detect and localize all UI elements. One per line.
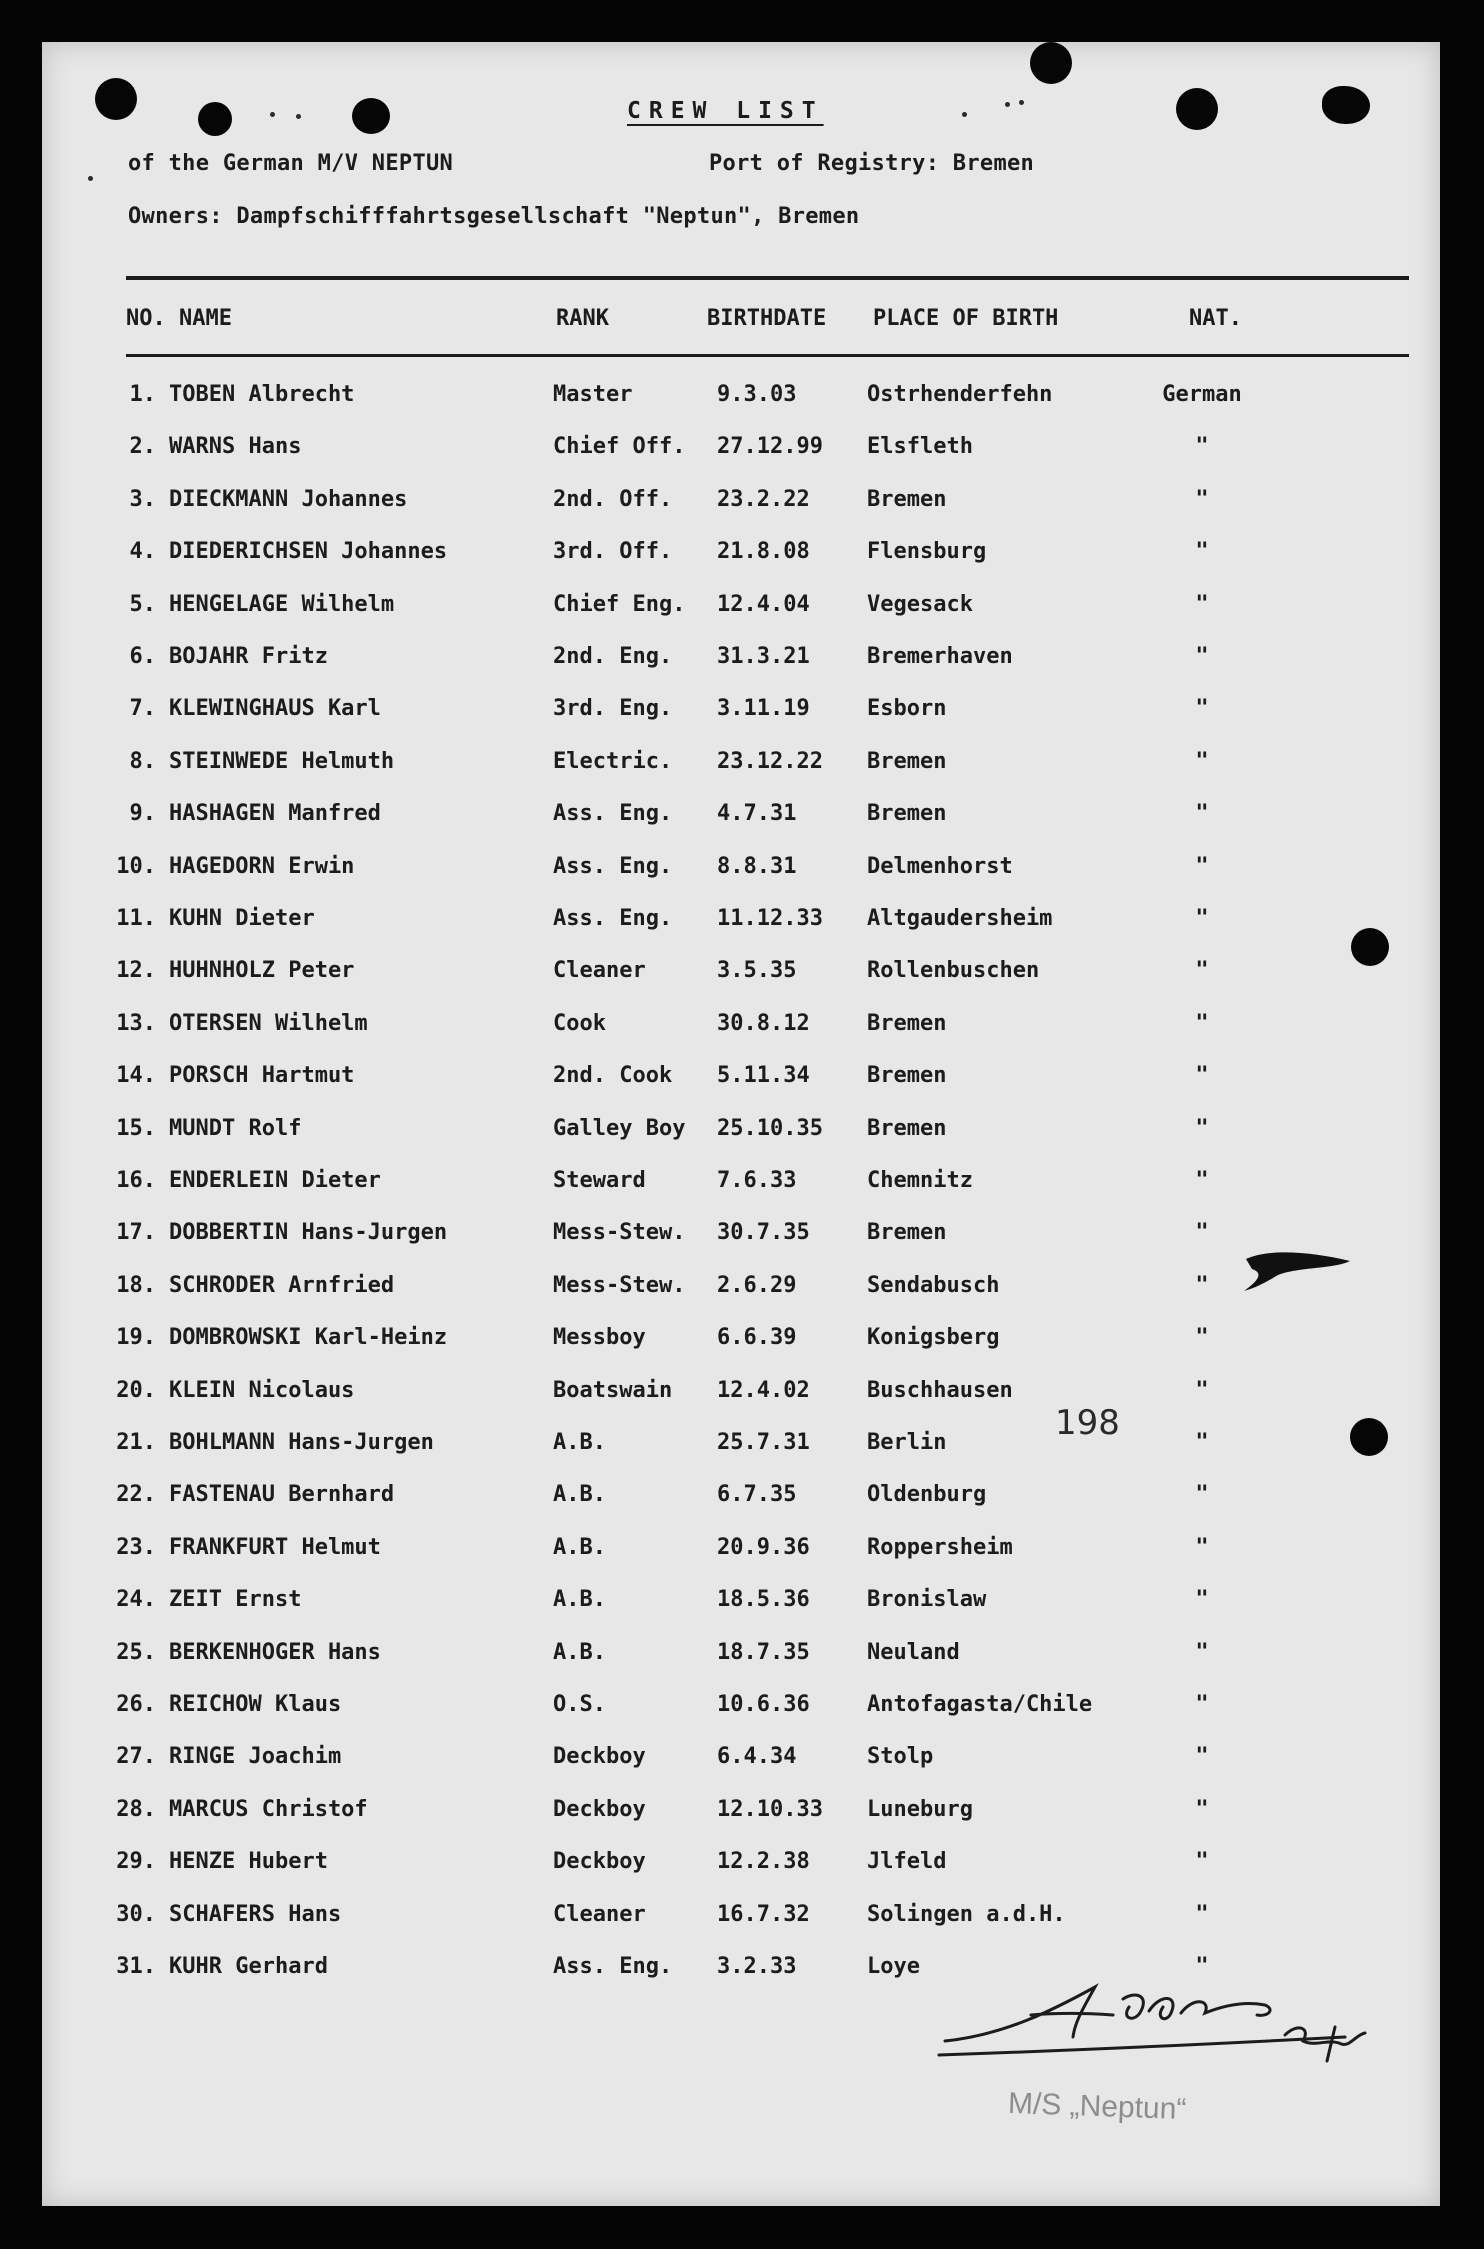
table-row: [0, 1482, 1484, 1518]
crew-rank: Messboy: [553, 1325, 646, 1351]
row-number: 24.: [116, 1587, 156, 1613]
crew-place-of-birth: Neuland: [867, 1639, 960, 1665]
crew-place-of-birth: Jlfeld: [867, 1849, 947, 1875]
row-number: 27.: [116, 1744, 156, 1770]
speck: [270, 112, 275, 117]
row-number: 30.: [116, 1901, 156, 1927]
crew-birthdate: 3.2.33: [717, 1954, 797, 1979]
crew-name: BOHLMANN Hans-Jurgen: [169, 1430, 434, 1455]
header-rule: [126, 276, 1409, 280]
crew-birthdate: 12.10.33: [717, 1796, 823, 1822]
crew-place-of-birth: Stolp: [867, 1744, 934, 1770]
crew-rank: Deckboy: [553, 1849, 646, 1875]
row-number: 25.: [116, 1639, 156, 1665]
crew-nationality: ": [1195, 1796, 1209, 1822]
crew-birthdate: 7.6.33: [717, 1168, 797, 1193]
table-row: [0, 382, 1484, 418]
crew-birthdate: 2.6.29: [717, 1272, 797, 1298]
crew-rank: Ass. Eng.: [553, 801, 673, 827]
crew-birthdate: 12.4.04: [717, 591, 810, 617]
row-number: 22.: [116, 1482, 156, 1508]
table-row: [0, 1744, 1484, 1780]
row-number: 2.: [129, 434, 156, 460]
crew-birthdate: 23.12.22: [717, 748, 823, 774]
table-row: [0, 1168, 1484, 1204]
row-number: 19.: [116, 1325, 156, 1351]
crew-rank: 2nd. Cook: [553, 1063, 673, 1089]
speck: [88, 176, 93, 181]
crew-name: KUHN Dieter: [169, 906, 315, 931]
crew-birthdate: 16.7.32: [717, 1901, 810, 1927]
crew-place-of-birth: Vegesack: [867, 591, 973, 617]
crew-name: KUHR Gerhard: [169, 1954, 328, 1979]
table-row: [0, 592, 1484, 628]
row-number: 1.: [129, 382, 156, 407]
table-row: [0, 801, 1484, 837]
crew-name: KLEWINGHAUS Karl: [169, 696, 381, 722]
punch-hole: [1176, 88, 1218, 130]
crew-birthdate: 12.2.38: [717, 1849, 810, 1875]
crew-place-of-birth: Elsfleth: [867, 434, 973, 460]
crew-name: HASHAGEN Manfred: [169, 801, 381, 827]
crew-place-of-birth: Loye: [867, 1954, 920, 1979]
crew-nationality: ": [1195, 906, 1209, 931]
crew-rank: O.S.: [553, 1692, 606, 1717]
crew-nationality: ": [1195, 1587, 1209, 1613]
crew-name: KLEIN Nicolaus: [169, 1377, 355, 1403]
crew-rank: A.B.: [553, 1534, 606, 1560]
column-header-no-name: NO. NAME: [126, 306, 232, 331]
crew-name: FRANKFURT Helmut: [169, 1534, 381, 1560]
crew-place-of-birth: Oldenburg: [867, 1482, 987, 1508]
ink-smudge: [1238, 1245, 1358, 1295]
crew-place-of-birth: Konigsberg: [867, 1325, 1000, 1351]
crew-place-of-birth: Bremen: [867, 486, 947, 512]
row-number: 10.: [116, 853, 156, 879]
crew-rank: Cleaner: [553, 1901, 646, 1927]
crew-place-of-birth: Bremen: [867, 1010, 947, 1036]
crew-name: STEINWEDE Helmuth: [169, 748, 395, 774]
row-number: 5.: [129, 591, 156, 617]
row-number: 16.: [116, 1168, 156, 1193]
row-number: 17.: [116, 1220, 156, 1246]
row-number: 18.: [116, 1272, 156, 1298]
row-number: 11.: [116, 906, 156, 931]
crew-rank: 2nd. Eng.: [553, 644, 673, 669]
crew-nationality: ": [1195, 539, 1209, 565]
table-row: [0, 487, 1484, 523]
table-row: [0, 1063, 1484, 1099]
crew-name: DOBBERTIN Hans-Jurgen: [169, 1220, 448, 1246]
captain-signature: [935, 1965, 1395, 2095]
table-row: [0, 1797, 1484, 1833]
row-number: 26.: [116, 1692, 156, 1717]
crew-nationality: ": [1195, 591, 1209, 617]
crew-name: DOMBROWSKI Karl-Heinz: [169, 1325, 448, 1351]
crew-nationality: ": [1195, 1168, 1209, 1193]
table-row: [0, 1902, 1484, 1938]
port-of-registry: Port of Registry: Bremen: [709, 151, 1035, 176]
crew-rank: Ass. Eng.: [553, 853, 673, 879]
crew-place-of-birth: Bremen: [867, 748, 947, 774]
crew-name: PORSCH Hartmut: [169, 1063, 355, 1089]
crew-birthdate: 30.8.12: [717, 1010, 810, 1036]
crew-rank: Ass. Eng.: [553, 906, 673, 931]
crew-nationality: ": [1195, 1220, 1209, 1246]
crew-birthdate: 25.7.31: [717, 1430, 810, 1455]
punch-hole: [1030, 42, 1072, 84]
row-number: 29.: [116, 1849, 156, 1875]
crew-nationality: ": [1195, 434, 1209, 460]
row-number: 4.: [129, 539, 156, 565]
crew-nationality: ": [1195, 1063, 1209, 1089]
crew-name: OTERSEN Wilhelm: [169, 1010, 368, 1036]
column-header-birthdate: BIRTHDATE: [707, 306, 827, 331]
crew-place-of-birth: Luneburg: [867, 1796, 973, 1822]
crew-name: ZEIT Ernst: [169, 1587, 302, 1613]
table-row: [0, 1535, 1484, 1571]
row-number: 15.: [116, 1115, 156, 1141]
crew-nationality: ": [1195, 1692, 1209, 1717]
crew-nationality: ": [1195, 1115, 1209, 1141]
vessel-line: of the German M/V NEPTUN: [128, 151, 454, 176]
crew-birthdate: 3.5.35: [717, 958, 797, 984]
crew-place-of-birth: Bremen: [867, 1063, 947, 1089]
crew-birthdate: 6.6.39: [717, 1325, 797, 1351]
crew-nationality: ": [1195, 644, 1209, 669]
speck: [296, 114, 301, 119]
crew-name: HUHNHOLZ Peter: [169, 958, 355, 984]
crew-rank: Master: [553, 382, 633, 407]
table-row: [0, 1849, 1484, 1885]
crew-place-of-birth: Ostrhenderfehn: [867, 382, 1053, 407]
owners-line: Owners: Dampfschifffahrtsgesellschaft "Neptun", Bremen: [128, 204, 860, 229]
row-number: 3.: [129, 486, 156, 512]
table-row: [0, 1116, 1484, 1152]
crew-place-of-birth: Buschhausen: [867, 1377, 1013, 1403]
crew-nationality: ": [1195, 696, 1209, 722]
crew-rank: Steward: [553, 1168, 646, 1193]
row-number: 12.: [116, 958, 156, 984]
crew-nationality: ": [1195, 1430, 1209, 1455]
crew-name: WARNS Hans: [169, 434, 302, 460]
crew-place-of-birth: Berlin: [867, 1430, 947, 1455]
crew-birthdate: 21.8.08: [717, 539, 810, 565]
crew-place-of-birth: Delmenhorst: [867, 853, 1013, 879]
table-row: [0, 434, 1484, 470]
crew-name: RINGE Joachim: [169, 1744, 342, 1770]
crew-nationality: ": [1195, 958, 1209, 984]
crew-birthdate: 3.11.19: [717, 696, 810, 722]
crew-rank: Chief Eng.: [553, 591, 686, 617]
crew-rank: Mess-Stew.: [553, 1272, 686, 1298]
speck: [962, 112, 967, 117]
crew-nationality: ": [1195, 1534, 1209, 1560]
table-row: [0, 1325, 1484, 1361]
crew-name: HENZE Hubert: [169, 1849, 328, 1875]
crew-rank: Galley Boy: [553, 1115, 686, 1141]
crew-nationality: ": [1195, 1377, 1209, 1403]
crew-birthdate: 10.6.36: [717, 1692, 810, 1717]
crew-place-of-birth: Bremen: [867, 1115, 947, 1141]
crew-name: ENDERLEIN Dieter: [169, 1168, 381, 1193]
crew-rank: Cook: [553, 1010, 606, 1036]
crew-place-of-birth: Solingen a.d.H.: [867, 1901, 1066, 1927]
crew-name: SCHRODER Arnfried: [169, 1272, 395, 1298]
crew-birthdate: 27.12.99: [717, 434, 823, 460]
crew-birthdate: 20.9.36: [717, 1534, 810, 1560]
table-row: [0, 539, 1484, 575]
crew-place-of-birth: Bremen: [867, 801, 947, 827]
crew-birthdate: 6.4.34: [717, 1744, 797, 1770]
crew-nationality: ": [1195, 1010, 1209, 1036]
document-title: CREW LIST: [627, 98, 824, 124]
crew-rank: A.B.: [553, 1587, 606, 1613]
crew-place-of-birth: Altgaudersheim: [867, 906, 1053, 931]
table-row: [0, 1011, 1484, 1047]
crew-name: TOBEN Albrecht: [169, 382, 355, 407]
crew-place-of-birth: Flensburg: [867, 539, 987, 565]
handwritten-number: 198: [1055, 1403, 1120, 1443]
crew-nationality: ": [1195, 1849, 1209, 1875]
crew-rank: Mess-Stew.: [553, 1220, 686, 1246]
ink-blot: [198, 102, 232, 136]
row-number: 14.: [116, 1063, 156, 1089]
crew-place-of-birth: Esborn: [867, 696, 947, 722]
crew-birthdate: 4.7.31: [717, 801, 797, 827]
table-row: [0, 696, 1484, 732]
crew-rank: A.B.: [553, 1482, 606, 1508]
crew-name: FASTENAU Bernhard: [169, 1482, 395, 1508]
crew-birthdate: 6.7.35: [717, 1482, 797, 1508]
row-number: 9.: [129, 801, 156, 827]
crew-birthdate: 30.7.35: [717, 1220, 810, 1246]
crew-nationality: ": [1195, 801, 1209, 827]
ink-blot: [352, 98, 390, 134]
crew-birthdate: 11.12.33: [717, 906, 823, 931]
crew-rank: 2nd. Off.: [553, 486, 673, 512]
crew-name: DIEDERICHSEN Johannes: [169, 539, 448, 565]
crew-name: DIECKMANN Johannes: [169, 486, 408, 512]
row-number: 6.: [129, 644, 156, 669]
crew-place-of-birth: Roppersheim: [867, 1534, 1013, 1560]
crew-name: REICHOW Klaus: [169, 1692, 342, 1717]
crew-rank: Chief Off.: [553, 434, 686, 460]
crew-name: BOJAHR Fritz: [169, 644, 328, 669]
crew-place-of-birth: Antofagasta/Chile: [867, 1692, 1093, 1717]
column-header-place-of-birth: PLACE OF BIRTH: [873, 306, 1059, 331]
crew-nationality: German: [1162, 382, 1242, 407]
crew-nationality: ": [1195, 1744, 1209, 1770]
speck: [1005, 102, 1010, 107]
crew-nationality: ": [1195, 486, 1209, 512]
crew-birthdate: 25.10.35: [717, 1115, 823, 1141]
crew-nationality: ": [1195, 1901, 1209, 1927]
crew-nationality: ": [1195, 1325, 1209, 1351]
crew-birthdate: 5.11.34: [717, 1063, 810, 1089]
crew-nationality: ": [1195, 853, 1209, 879]
ship-stamp: M/S „Neptun“: [1007, 2086, 1187, 2127]
column-rule: [126, 354, 1409, 357]
table-row: [0, 1378, 1484, 1414]
crew-rank: A.B.: [553, 1639, 606, 1665]
crew-birthdate: 18.5.36: [717, 1587, 810, 1613]
crew-birthdate: 9.3.03: [717, 382, 797, 407]
table-row: [0, 1640, 1484, 1676]
crew-birthdate: 31.3.21: [717, 644, 810, 669]
row-number: 20.: [116, 1377, 156, 1403]
row-number: 7.: [129, 696, 156, 722]
table-row: [0, 958, 1484, 994]
crew-rank: 3rd. Off.: [553, 539, 673, 565]
speck: [1019, 100, 1024, 105]
row-number: 28.: [116, 1796, 156, 1822]
crew-rank: Cleaner: [553, 958, 646, 984]
crew-place-of-birth: Sendabusch: [867, 1272, 1000, 1298]
table-row: [0, 854, 1484, 890]
table-row: [0, 906, 1484, 942]
table-row: [0, 1692, 1484, 1728]
table-row: [0, 749, 1484, 785]
crew-place-of-birth: Bremen: [867, 1220, 947, 1246]
crew-place-of-birth: Chemnitz: [867, 1168, 973, 1193]
crew-name: MARCUS Christof: [169, 1796, 368, 1822]
crew-name: BERKENHOGER Hans: [169, 1639, 381, 1665]
row-number: 23.: [116, 1534, 156, 1560]
punch-hole: [95, 78, 137, 120]
crew-rank: Electric.: [553, 748, 673, 774]
ink-blot: [1322, 86, 1370, 124]
table-row: [0, 1587, 1484, 1623]
crew-rank: Deckboy: [553, 1744, 646, 1770]
row-number: 31.: [116, 1954, 156, 1979]
crew-nationality: ": [1195, 1482, 1209, 1508]
crew-birthdate: 12.4.02: [717, 1377, 810, 1403]
crew-rank: Deckboy: [553, 1796, 646, 1822]
crew-nationality: ": [1195, 748, 1209, 774]
column-header-rank: RANK: [556, 306, 609, 331]
crew-name: HAGEDORN Erwin: [169, 853, 355, 879]
row-number: 21.: [116, 1430, 156, 1455]
table-row: [0, 1430, 1484, 1466]
row-number: 13.: [116, 1010, 156, 1036]
table-row: [0, 644, 1484, 680]
crew-place-of-birth: Bronislaw: [867, 1587, 987, 1613]
crew-rank: 3rd. Eng.: [553, 696, 673, 722]
column-header-nationality: NAT.: [1189, 306, 1242, 331]
crew-name: MUNDT Rolf: [169, 1115, 302, 1141]
row-number: 8.: [129, 748, 156, 774]
crew-nationality: ": [1195, 1639, 1209, 1665]
crew-name: SCHAFERS Hans: [169, 1901, 342, 1927]
crew-birthdate: 8.8.31: [717, 853, 797, 879]
crew-name: HENGELAGE Wilhelm: [169, 591, 395, 617]
crew-birthdate: 23.2.22: [717, 486, 810, 512]
crew-nationality: ": [1195, 1272, 1209, 1298]
crew-rank: Ass. Eng.: [553, 1954, 673, 1979]
crew-nationality: ": [1195, 1954, 1209, 1979]
crew-birthdate: 18.7.35: [717, 1639, 810, 1665]
crew-rank: A.B.: [553, 1430, 606, 1455]
crew-place-of-birth: Bremerhaven: [867, 644, 1013, 669]
crew-place-of-birth: Rollenbuschen: [867, 958, 1040, 984]
crew-rank: Boatswain: [553, 1377, 673, 1403]
